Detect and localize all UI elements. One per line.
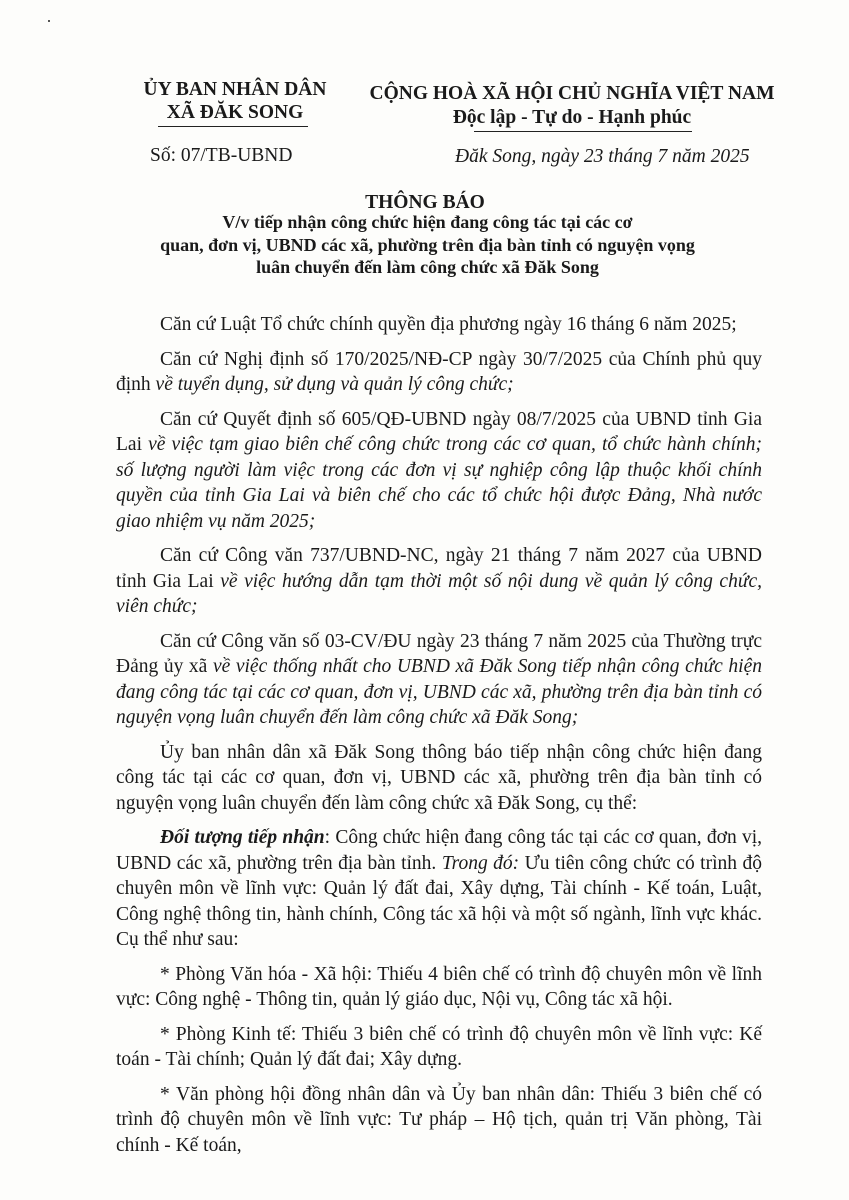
document-title: THÔNG BÁO <box>365 192 485 213</box>
agency-underline <box>158 126 308 127</box>
paragraph-italic: về việc tạm giao biên chế công chức trong các cơ quan, tổ chức hành chính; số lượng người làm việc trong các đơn vị sự nghiệp công lập thuộc khối chính quyền của tỉnh Gia Lai và biên chế cho các tổ chức hội được Đảng, Nhà nước giao nhiệm vụ năm 2025; <box>116 434 762 532</box>
subject-line: quan, đơn vị, UBND các xã, phường trên địa bàn tỉnh có nguyện vọng <box>160 234 695 255</box>
paragraph-text: Căn cứ Công văn số 03-CV/ĐU ngày 23 tháng 7 năm 2025 của Thường trực Đảng ủy xã <box>116 630 762 677</box>
paragraph <box>116 407 762 535</box>
paragraph: * Văn phòng hội đồng nhân dân và Ủy ban nhân dân: Thiếu 3 biên chế có trình độ chuyên môn về lĩnh vực: Tư pháp – Hộ tịch, quản trị Văn phòng, Tài chính - Kế toán, <box>116 1083 762 1156</box>
paragraph-italic: về việc thống nhất cho UBND xã Đăk Song tiếp nhận công chức hiện đang công tác tại các cơ quan, đơn vị, UBND các xã, phường trên địa bàn tỉnh có nguyện vọng luân chuyển đến làm công chức xã Đăk Song; <box>116 656 762 728</box>
scan-mark <box>48 20 50 22</box>
motto-underline <box>474 131 692 132</box>
paragraph-text: Căn cứ Công văn 737/UBND-NC, ngày 21 tháng 7 năm 2027 của UBND tỉnh Gia Lai <box>116 545 762 592</box>
agency-commune: XÃ ĐĂK SONG <box>166 102 304 123</box>
paragraph <box>116 543 762 620</box>
agency-block <box>120 78 350 124</box>
subject-line: V/v tiếp nhận công chức hiện đang công tác tại các cơ <box>222 212 633 232</box>
paragraph <box>116 629 762 731</box>
document-body <box>116 312 762 1167</box>
paragraph: Ủy ban nhân dân xã Đăk Song thông báo tiếp nhận công chức hiện đang công tác tại các cơ quan, đơn vị, UBND các xã, phường trên địa bàn tỉnh có nguyện vọng luân chuyển đến làm công chức xã Đăk Song, cụ thể: <box>116 741 762 814</box>
paragraph: * Phòng Văn hóa - Xã hội: Thiếu 4 biên chế có trình độ chuyên môn về lĩnh vực: Công nghệ - Thông tin, quản lý giáo dục, Nội vụ, Công tác xã hội. <box>116 963 762 1010</box>
paragraph-label: Đối tượng tiếp nhận <box>160 827 325 848</box>
paragraph: Căn cứ Luật Tổ chức chính quyền địa phương ngày 16 tháng 6 năm 2025; <box>160 314 737 335</box>
document-subject <box>150 211 705 279</box>
paragraph: * Phòng Kinh tế: Thiếu 3 biên chế có trình độ chuyên môn về lĩnh vực: Kế toán - Tài chính; Quản lý đất đai; Xây dựng. <box>116 1023 762 1070</box>
paragraph-text: Căn cứ Nghị định số 170/2025/NĐ-CP ngày 30/7/2025 của Chính phủ quy định <box>116 348 762 395</box>
paragraph-text: : Công chức hiện đang công tác tại các cơ quan, đơn vị, UBND các xã, phường trên địa bàn tỉnh. <box>116 827 762 874</box>
nation-name: CỘNG HOÀ XÃ HỘI CHỦ NGHĨA VIỆT NAM <box>369 83 775 104</box>
document-date: Đăk Song, ngày 23 tháng 7 năm 2025 <box>455 146 750 167</box>
paragraph-italic: Trong đó: <box>441 852 520 874</box>
paragraph-italic: về việc hướng dẫn tạm thời một số nội dung về quản lý công chức, viên chức; <box>116 570 762 617</box>
paragraph-text: Ưu tiên công chức có trình độ chuyên môn về lĩnh vực: Quản lý đất đai, Xây dựng, Tài chính - Kế toán, Luật, Công nghệ thông tin, hành chính, Công tác xã hội và một số ngành, lĩnh vực khác. Cụ thể như sau: <box>116 852 763 950</box>
national-motto-block <box>352 82 792 130</box>
paragraph <box>116 825 762 953</box>
paragraph-italic: về tuyển dụng, sử dụng và quản lý công chức; <box>155 374 514 395</box>
agency-name: ỦY BAN NHÂN DÂN <box>143 79 327 100</box>
nation-motto: Độc lập - Tự do - Hạnh phúc <box>452 107 692 128</box>
paragraph <box>116 347 762 398</box>
document-number: Số: 07/TB-UBND <box>150 145 293 166</box>
subject-line: luân chuyển đến làm công chức xã Đăk Song <box>256 257 599 277</box>
paragraph-text: Căn cứ Quyết định số 605/QĐ-UBND ngày 08/7/2025 của UBND tỉnh Gia Lai <box>116 408 762 455</box>
